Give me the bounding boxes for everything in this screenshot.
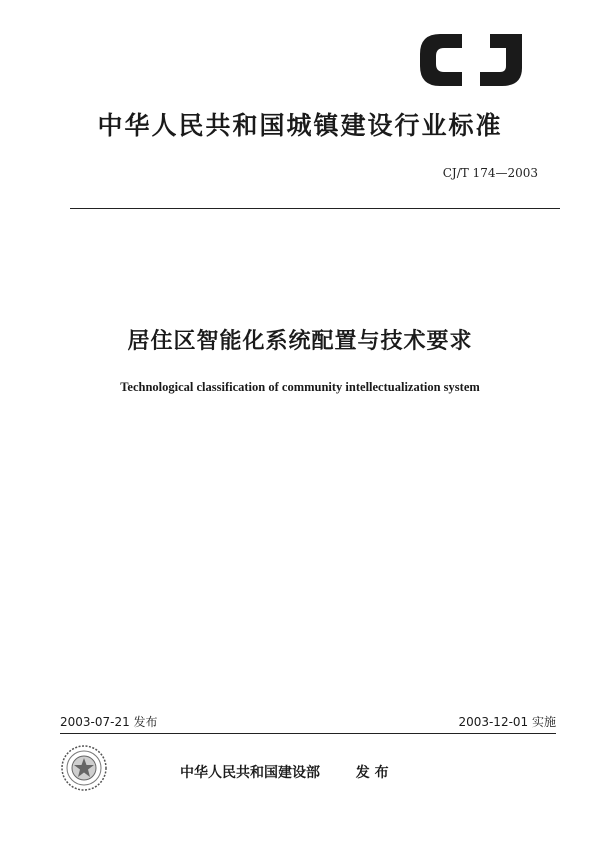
publisher-line — [180, 762, 389, 782]
effective-date: 2003-12-01 实施 — [458, 715, 556, 729]
publisher-name: 中华人民共和国建设部 — [180, 765, 320, 781]
header-divider — [70, 208, 560, 209]
document-title-english: Technological classification of community intellectualization system — [120, 380, 480, 394]
publish-action: 发 布 — [355, 765, 389, 781]
publish-date: 2003-07-21 发布 — [60, 715, 158, 729]
emblem-seal-icon — [60, 744, 108, 792]
document-title-chinese: 居住区智能化系统配置与技术要求 — [127, 329, 473, 354]
footer-divider — [60, 733, 556, 734]
cj-logo — [410, 30, 528, 90]
standard-code: CJ/T 174—2003 — [442, 166, 538, 180]
issuer-title: 中华人民共和国城镇建设行业标准 — [97, 111, 503, 140]
